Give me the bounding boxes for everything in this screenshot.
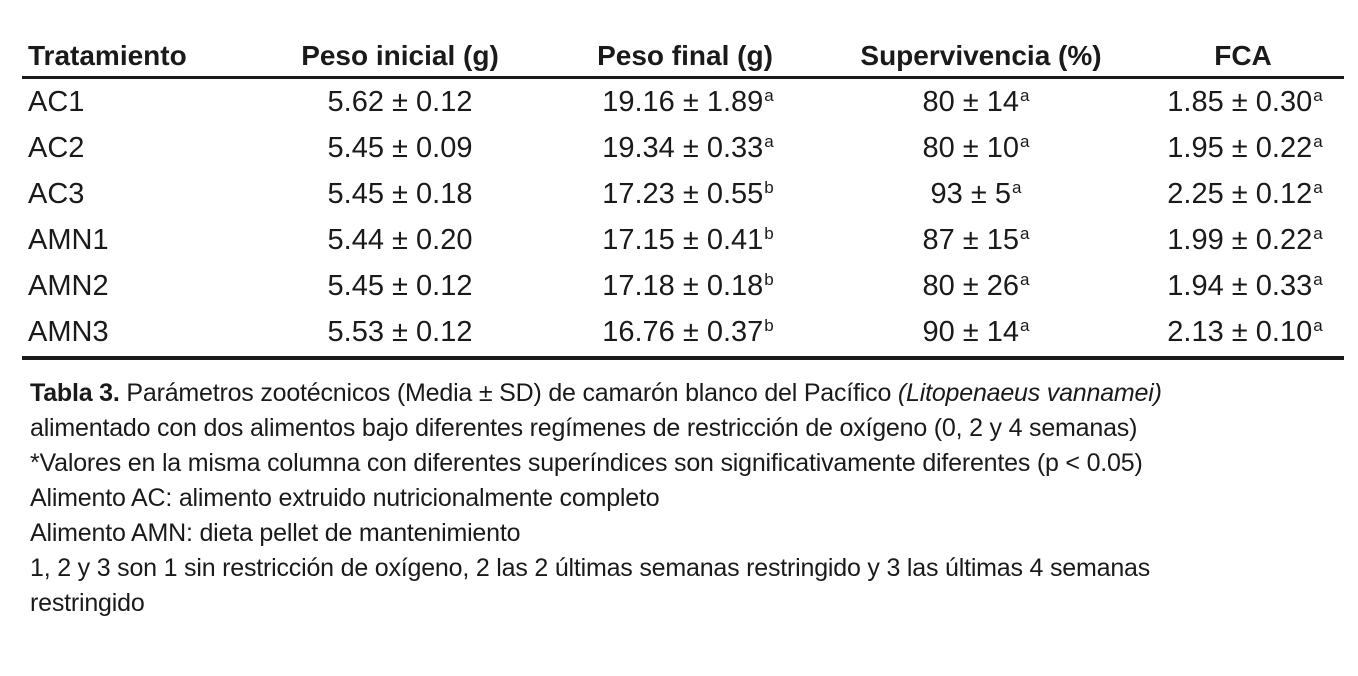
survival-value: 93 ± 5 bbox=[930, 178, 1011, 210]
survival-value: 80 ± 10 bbox=[922, 132, 1020, 164]
final-weight-superscript: b bbox=[764, 178, 774, 197]
final-weight-superscript: b bbox=[764, 224, 774, 243]
fca-superscript: a bbox=[1313, 270, 1323, 289]
survival-superscript: a bbox=[1020, 132, 1030, 151]
caption-line bbox=[30, 376, 1330, 411]
caption-note-ac: Alimento AC: alimento extruido nutricionalmente completo bbox=[30, 484, 660, 512]
cell-initial-weight: 5.62 ± 0.12 bbox=[327, 86, 473, 118]
cell-fca bbox=[1140, 312, 1350, 352]
final-weight-superscript: b bbox=[764, 270, 774, 289]
table-row bbox=[22, 312, 1344, 352]
cell-initial-weight: 5.53 ± 0.12 bbox=[327, 316, 473, 348]
cell-final-weight bbox=[568, 312, 808, 352]
caption-species: (Litopenaeus vannamei) bbox=[897, 379, 1162, 407]
header-peso-inicial: Peso inicial (g) bbox=[301, 40, 499, 71]
survival-value: 90 ± 14 bbox=[922, 316, 1020, 348]
caption-note-amn: Alimento AMN: dieta pellet de mantenimiento bbox=[30, 519, 521, 547]
caption-note-regimes-cont: restringido bbox=[30, 589, 145, 617]
cell-survival bbox=[876, 312, 1076, 352]
cell-fca bbox=[1140, 128, 1350, 168]
fca-value: 2.13 ± 0.10 bbox=[1167, 316, 1313, 348]
fca-superscript: a bbox=[1313, 86, 1323, 105]
table-bottom-rule bbox=[22, 356, 1344, 360]
survival-superscript: a bbox=[1020, 270, 1030, 289]
fca-value: 1.99 ± 0.22 bbox=[1167, 224, 1313, 256]
final-weight-value: 17.15 ± 0.41 bbox=[602, 224, 764, 256]
cell-fca bbox=[1140, 220, 1350, 260]
cell-final-weight bbox=[568, 266, 808, 306]
cell-final-weight bbox=[568, 82, 808, 122]
fca-value: 1.95 ± 0.22 bbox=[1167, 132, 1313, 164]
caption-footnote: *Valores en la misma columna con diferentes superíndices son significativamente diferentes (p < 0.05) bbox=[30, 449, 1143, 477]
cell-final-weight bbox=[568, 174, 808, 214]
caption-label: Tabla 3. bbox=[30, 379, 120, 407]
cell-treatment: AC1 bbox=[28, 86, 85, 118]
final-weight-value: 17.18 ± 0.18 bbox=[602, 270, 764, 302]
final-weight-value: 19.16 ± 1.89 bbox=[602, 86, 764, 118]
survival-superscript: a bbox=[1020, 224, 1030, 243]
fca-superscript: a bbox=[1313, 132, 1323, 151]
cell-fca bbox=[1140, 174, 1350, 214]
cell-treatment: AMN3 bbox=[28, 316, 109, 348]
fca-value: 2.25 ± 0.12 bbox=[1167, 178, 1313, 210]
table-row bbox=[22, 266, 1344, 306]
fca-superscript: a bbox=[1313, 178, 1323, 197]
table-row bbox=[22, 82, 1344, 122]
cell-initial-weight: 5.45 ± 0.12 bbox=[327, 270, 473, 302]
table-header-row bbox=[22, 36, 1344, 76]
header-supervivencia: Supervivencia (%) bbox=[860, 40, 1102, 71]
final-weight-superscript: a bbox=[764, 86, 774, 105]
caption-line: alimentado con dos alimentos bajo diferentes regímenes de restricción de oxígeno (0, 2 y 4 semanas) bbox=[30, 414, 1138, 442]
cell-treatment: AMN1 bbox=[28, 224, 109, 256]
cell-treatment: AC2 bbox=[28, 132, 85, 164]
table-row bbox=[22, 128, 1344, 168]
final-weight-superscript: b bbox=[764, 316, 774, 335]
cell-fca bbox=[1140, 82, 1350, 122]
header-peso-final: Peso final (g) bbox=[597, 40, 773, 71]
cell-treatment: AC3 bbox=[28, 178, 85, 210]
caption-text: Parámetros zootécnicos (Media ± SD) de camarón blanco del Pacífico bbox=[119, 379, 898, 407]
survival-value: 87 ± 15 bbox=[922, 224, 1020, 256]
cell-survival bbox=[876, 220, 1076, 260]
fca-value: 1.85 ± 0.30 bbox=[1167, 86, 1313, 118]
table-row bbox=[22, 220, 1344, 260]
cell-survival bbox=[876, 128, 1076, 168]
cell-initial-weight: 5.45 ± 0.09 bbox=[327, 132, 473, 164]
fca-superscript: a bbox=[1313, 316, 1323, 335]
header-tratamiento: Tratamiento bbox=[28, 40, 187, 71]
cell-initial-weight: 5.45 ± 0.18 bbox=[327, 178, 473, 210]
survival-superscript: a bbox=[1011, 178, 1022, 197]
cell-final-weight bbox=[568, 220, 808, 260]
cell-survival bbox=[876, 82, 1076, 122]
fca-value: 1.94 ± 0.33 bbox=[1167, 270, 1313, 302]
caption-note-regimes: 1, 2 y 3 son 1 sin restricción de oxígeno, 2 las 2 últimas semanas restringido y 3 las últimas 4 semanas bbox=[30, 554, 1151, 582]
table-top-rule bbox=[22, 76, 1344, 79]
table-row bbox=[22, 174, 1344, 214]
header-fca: FCA bbox=[1214, 40, 1272, 71]
final-weight-value: 16.76 ± 0.37 bbox=[602, 316, 764, 348]
fca-superscript: a bbox=[1313, 224, 1323, 243]
cell-survival bbox=[876, 174, 1076, 214]
survival-value: 80 ± 26 bbox=[922, 270, 1020, 302]
cell-fca bbox=[1140, 266, 1350, 306]
cell-survival bbox=[876, 266, 1076, 306]
cell-initial-weight: 5.44 ± 0.20 bbox=[327, 224, 473, 256]
final-weight-value: 19.34 ± 0.33 bbox=[602, 132, 764, 164]
table-caption bbox=[30, 376, 1330, 621]
survival-superscript: a bbox=[1020, 316, 1030, 335]
final-weight-value: 17.23 ± 0.55 bbox=[602, 178, 764, 210]
cell-treatment: AMN2 bbox=[28, 270, 109, 302]
cell-final-weight bbox=[568, 128, 808, 168]
final-weight-superscript: a bbox=[764, 132, 774, 151]
survival-superscript: a bbox=[1020, 86, 1030, 105]
survival-value: 80 ± 14 bbox=[922, 86, 1020, 118]
